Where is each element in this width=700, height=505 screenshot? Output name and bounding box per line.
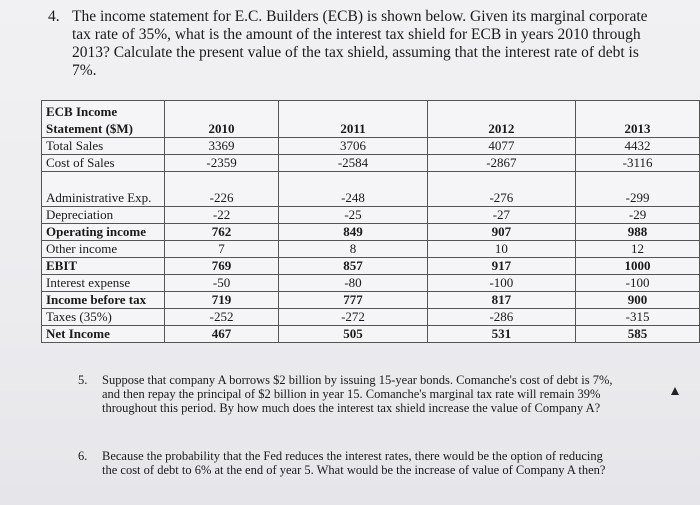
income-statement-table bbox=[41, 100, 700, 343]
cell-value: 1000 bbox=[576, 258, 700, 275]
row-label: Operating income bbox=[42, 224, 165, 241]
question-6 bbox=[78, 449, 618, 477]
question-5-number: 5. bbox=[78, 373, 88, 387]
row-label: Administrative Exp. bbox=[42, 172, 165, 207]
cell-value: -29 bbox=[576, 207, 700, 224]
cell-value: 857 bbox=[279, 258, 427, 275]
row-label: Cost of Sales bbox=[42, 155, 165, 172]
year-2013-header: 2013 bbox=[576, 101, 700, 138]
cell-value: 907 bbox=[427, 224, 575, 241]
cell-value: 505 bbox=[279, 326, 427, 343]
cell-value: 7 bbox=[164, 241, 278, 258]
row-label: Taxes (35%) bbox=[42, 309, 165, 326]
cell-value: -100 bbox=[427, 275, 575, 292]
table-row bbox=[42, 138, 700, 155]
table-row bbox=[42, 292, 700, 309]
mouse-cursor-icon bbox=[671, 387, 679, 395]
cell-value: -80 bbox=[279, 275, 427, 292]
cell-value: -2867 bbox=[427, 155, 575, 172]
cell-value: -100 bbox=[576, 275, 700, 292]
row-label: Income before tax bbox=[42, 292, 165, 309]
cell-value: 900 bbox=[576, 292, 700, 309]
cell-value: 769 bbox=[164, 258, 278, 275]
row-label: Interest expense bbox=[42, 275, 165, 292]
question-4-text: The income statement for E.C. Builders (ECB) is shown below. Given its marginal corporate tax rate of 35%, what is the amount of the interest tax shield for ECB in years 2010 through 2013? Calculate the present value of the tax shield, assuming that the interest rate of debt is 7%. bbox=[72, 8, 648, 79]
cell-value: 719 bbox=[164, 292, 278, 309]
cell-value: -3116 bbox=[576, 155, 700, 172]
row-label: Other income bbox=[42, 241, 165, 258]
cell-value: -25 bbox=[279, 207, 427, 224]
cell-value: -2584 bbox=[279, 155, 427, 172]
table-row bbox=[42, 275, 700, 292]
table-header-row bbox=[42, 101, 700, 138]
table-row bbox=[42, 224, 700, 241]
row-label: Total Sales bbox=[42, 138, 165, 155]
cell-value: 585 bbox=[576, 326, 700, 343]
cell-value: 3706 bbox=[279, 138, 427, 155]
question-6-number: 6. bbox=[78, 449, 88, 463]
year-2010-header: 2010 bbox=[164, 101, 278, 138]
row-label: Depreciation bbox=[42, 207, 165, 224]
question-6-text: Because the probability that the Fed reduces the interest rates, there would be the option of reducing the cost of debt to 6% at the end of year 5. What would be the increase of value of Company A then? bbox=[102, 449, 606, 477]
cell-value: -2359 bbox=[164, 155, 278, 172]
row-label: EBIT bbox=[42, 258, 165, 275]
question-4-number: 4. bbox=[48, 8, 60, 25]
cell-value: 10 bbox=[427, 241, 575, 258]
question-4 bbox=[48, 8, 648, 80]
cell-value: 917 bbox=[427, 258, 575, 275]
cell-value: -315 bbox=[576, 309, 700, 326]
cell-value: 467 bbox=[164, 326, 278, 343]
year-2012-header: 2012 bbox=[427, 101, 575, 138]
table-row bbox=[42, 172, 700, 207]
table-row bbox=[42, 155, 700, 172]
cell-value: 531 bbox=[427, 326, 575, 343]
cell-value: -276 bbox=[427, 172, 575, 207]
table-row bbox=[42, 241, 700, 258]
cell-value: 849 bbox=[279, 224, 427, 241]
question-5-text: Suppose that company A borrows $2 billion by issuing 15-year bonds. Comanche's cost of debt is 7%, and then repay the principal of $2 billion in year 15. Comanche's marginal tax rate will remain 39% throughout this period. By how much does the interest tax shield increase the value of Company A? bbox=[102, 373, 613, 415]
cell-value: -27 bbox=[427, 207, 575, 224]
table-row bbox=[42, 207, 700, 224]
cell-value: 988 bbox=[576, 224, 700, 241]
year-2011-header: 2011 bbox=[279, 101, 427, 138]
row-label: Net Income bbox=[42, 326, 165, 343]
cell-value: -248 bbox=[279, 172, 427, 207]
cell-value: -22 bbox=[164, 207, 278, 224]
table-row bbox=[42, 309, 700, 326]
table-row bbox=[42, 326, 700, 343]
cell-value: 12 bbox=[576, 241, 700, 258]
cell-value: -252 bbox=[164, 309, 278, 326]
cell-value: 817 bbox=[427, 292, 575, 309]
cell-value: 777 bbox=[279, 292, 427, 309]
cell-value: -299 bbox=[576, 172, 700, 207]
table-header-label: ECB Income Statement ($M) bbox=[42, 101, 165, 138]
cell-value: -50 bbox=[164, 275, 278, 292]
question-5 bbox=[78, 373, 618, 415]
cell-value: 3369 bbox=[164, 138, 278, 155]
cell-value: -272 bbox=[279, 309, 427, 326]
cell-value: 8 bbox=[279, 241, 427, 258]
cell-value: -226 bbox=[164, 172, 278, 207]
cell-value: -286 bbox=[427, 309, 575, 326]
cell-value: 4432 bbox=[576, 138, 700, 155]
table-row bbox=[42, 258, 700, 275]
cell-value: 4077 bbox=[427, 138, 575, 155]
cell-value: 762 bbox=[164, 224, 278, 241]
